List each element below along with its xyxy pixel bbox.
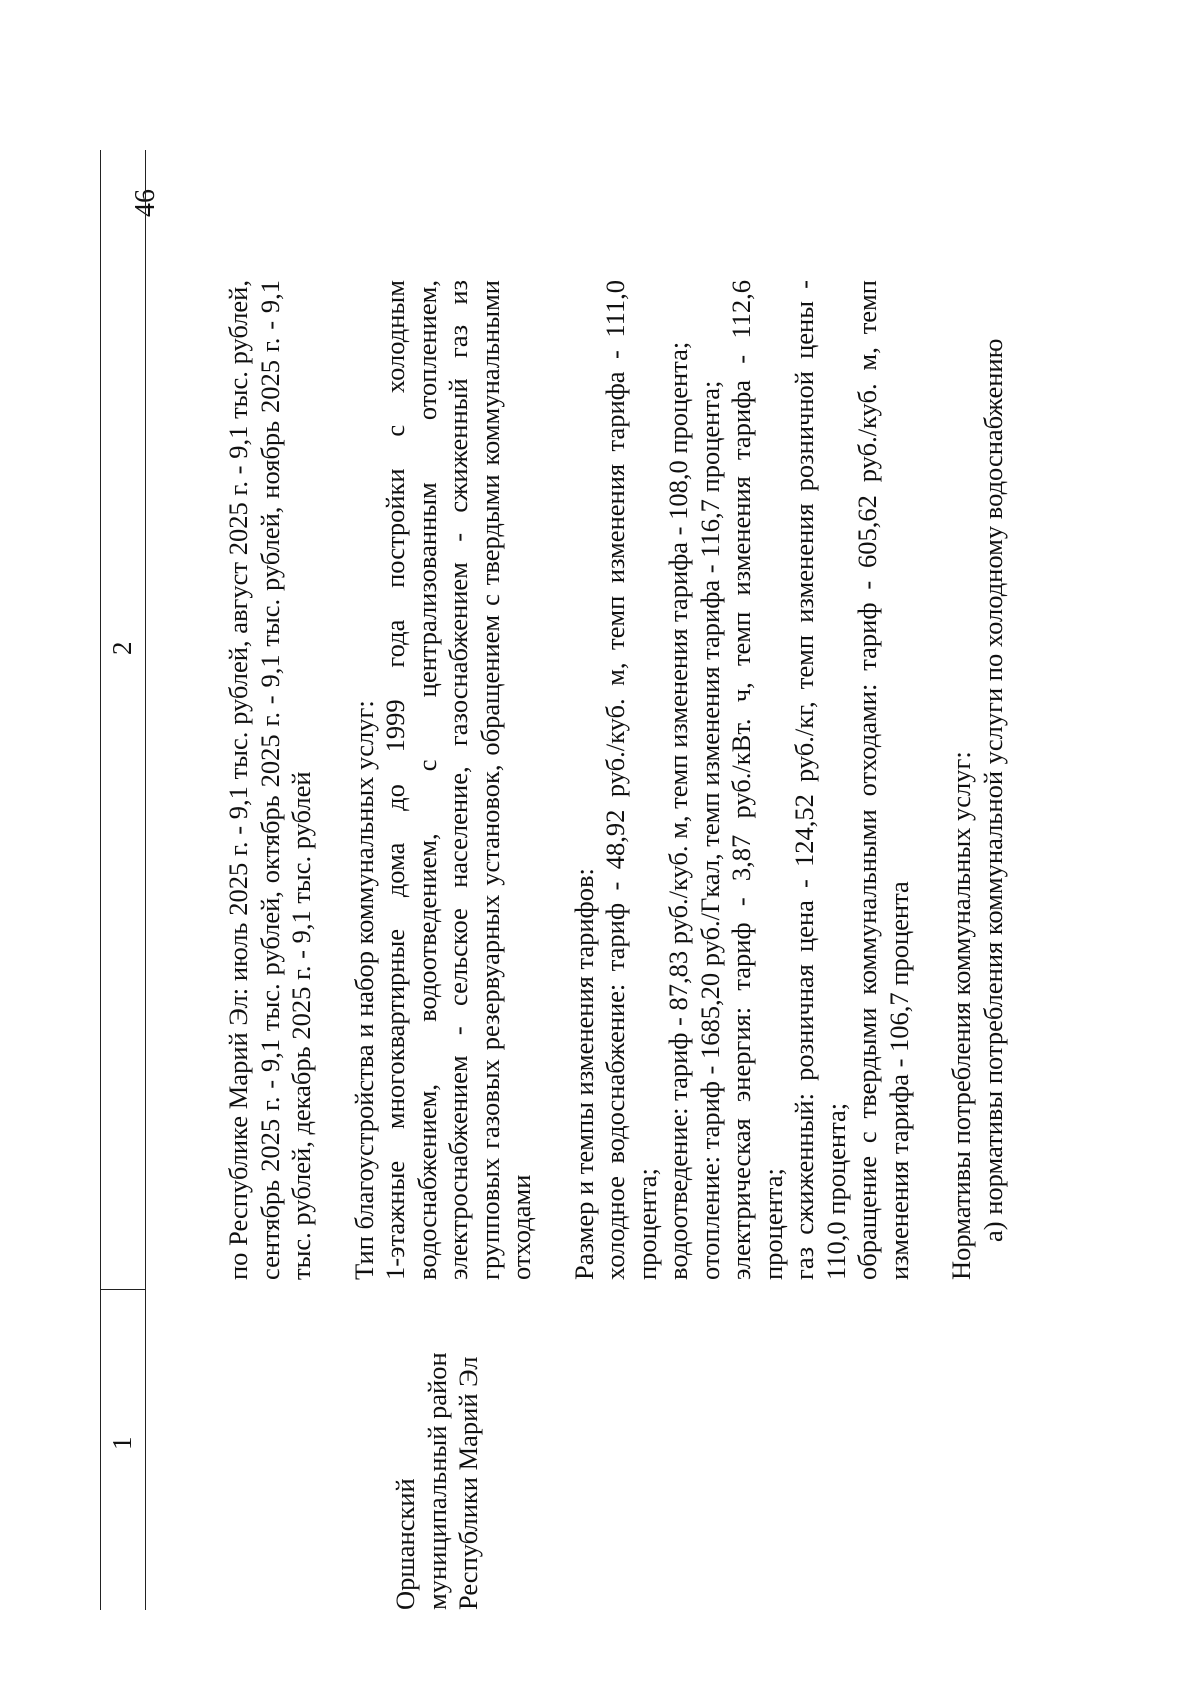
- tariff-item: холодное водоснабжение: тариф - 48,92 руб./куб. м, темп изменения тарифа - 111,0 процента;: [600, 280, 662, 1280]
- municipality-line: Оршанский: [390, 1478, 420, 1610]
- description-cell: [223, 280, 1009, 1280]
- table-column-divider: [100, 1289, 145, 1290]
- tariff-item: газ сжиженный: розничная цена - 124,52 руб./кг, темп изменения розничной цены - 110,0 процента;: [789, 280, 851, 1280]
- column-1-header: 1: [107, 1436, 137, 1450]
- amenities-heading: Тип благоустройства и набор коммунальных услуг:: [348, 700, 379, 1280]
- norms-item-a: а) нормативы потребления коммунальной услуги по холодному водоснабжению: [977, 338, 1008, 1242]
- municipality-line: Республики Марий Эл: [453, 1356, 483, 1610]
- table-header-bottom-rule: [145, 150, 146, 1610]
- amenities-text: 1-этажные многоквартирные дома до 1999 года постройки с холодным водоснабжением, водоотведением, с централизованным отоплением, электроснабжением - сельское население, газоснабжением - сжиженный газ из групповых газовых резервуарных установок, обращением с твердыми коммунальными отходами: [380, 280, 536, 1280]
- tariff-item: обращение с твердыми коммунальными отходами: тариф - 605,62 руб./куб. м, темп изменения тарифа - 106,7 процента: [852, 280, 914, 1280]
- municipality-cell: [390, 1340, 485, 1610]
- column-2-header: 2: [107, 641, 137, 655]
- tariff-item: водоотведение: тариф - 87,83 руб./куб. м, темп изменения тарифа - 108,0 процента;: [663, 341, 693, 1280]
- norms-heading: Нормативы потребления коммунальных услуг:: [946, 751, 976, 1280]
- table-top-rule: [100, 150, 101, 1610]
- rotated-content: [100, 150, 1130, 1610]
- tariffs-heading: Размер и темпы изменения тарифов:: [568, 868, 599, 1280]
- page-number: 46: [130, 189, 161, 217]
- tariff-item: отопление: тариф - 1685,20 руб./Гкал, темп изменения тарифа - 116,7 процента;: [694, 380, 725, 1280]
- tariff-item: электрическая энергия: тариф - 3,87 руб./кВт. ч, темп изменения тарифа - 112,6 процента;: [726, 280, 788, 1280]
- income-continuation: по Республике Марий Эл: июль 2025 г. - 9,1 тыс. рублей, август 2025 г. - 9,1 тыс. рублей, сентябрь 2025 г. - 9,1 тыс. рублей, октябрь 2025 г. - 9,1 тыс. рублей, ноябрь 2025 г. - 9,1 тыс. рублей, декабрь 2025 г. - 9,1 тыс. рублей: [223, 280, 316, 1280]
- municipality-line: муниципальный район: [421, 1352, 452, 1610]
